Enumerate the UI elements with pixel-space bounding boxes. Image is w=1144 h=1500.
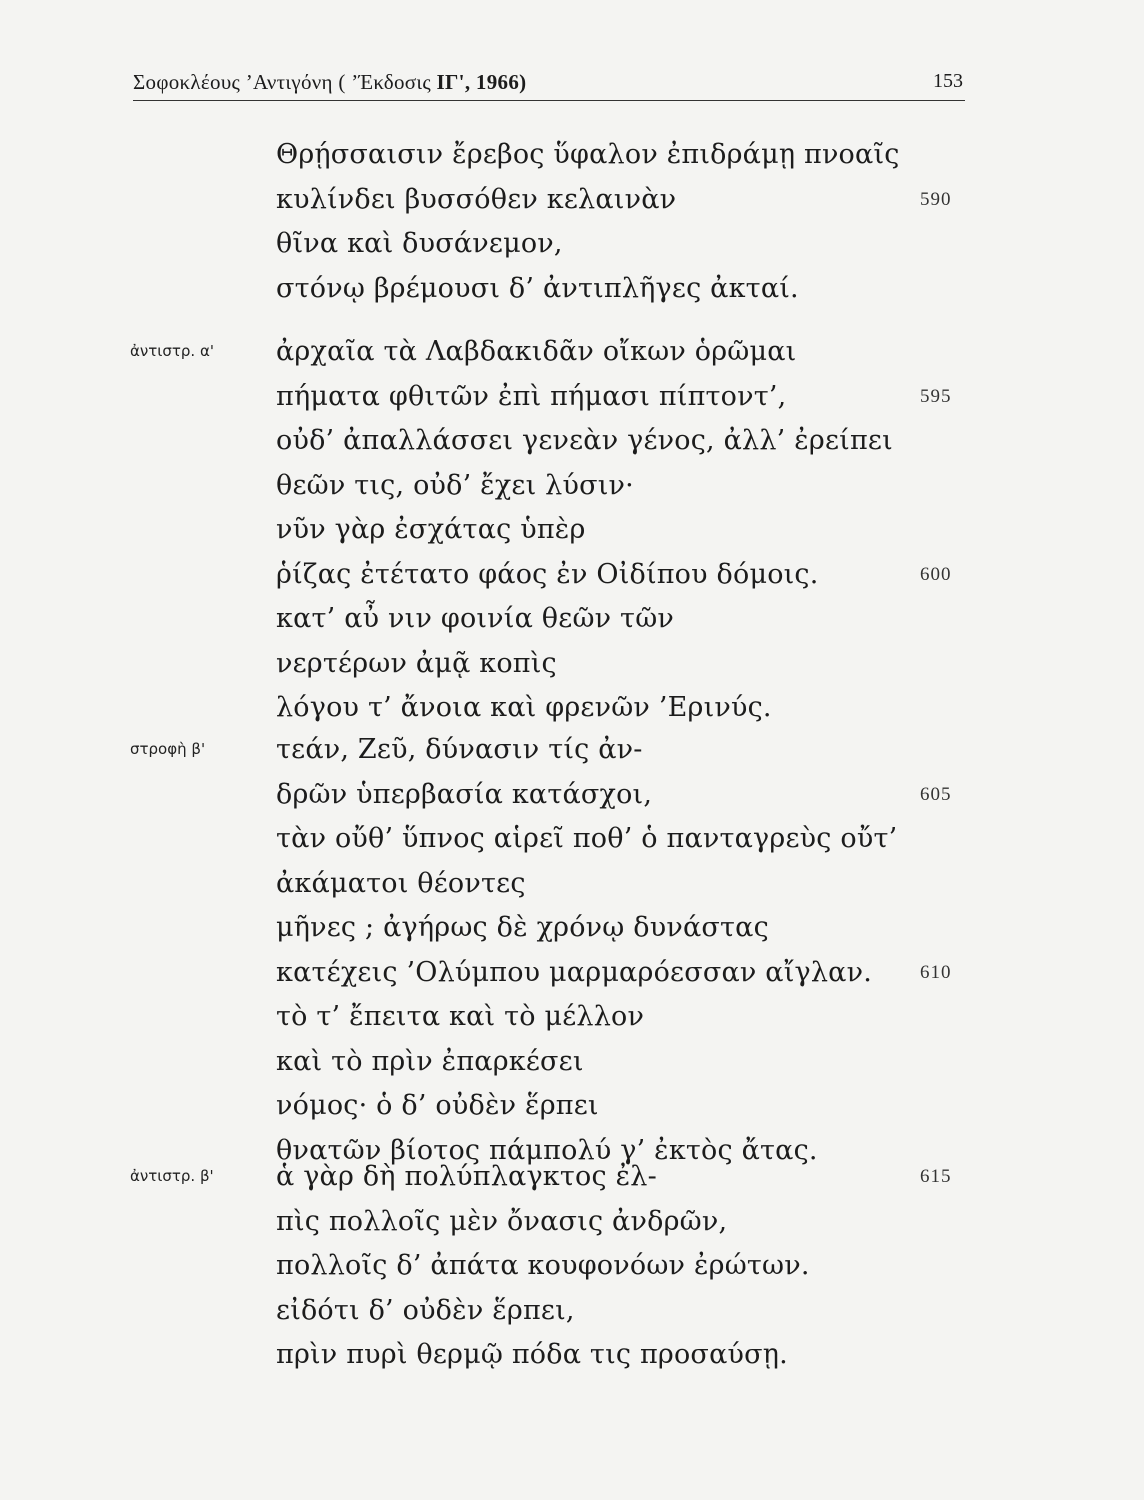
verse-line: ἀκάματοι θέοντες — [276, 867, 526, 899]
running-head — [133, 66, 965, 101]
verse-line: κατ’ αὖ νιν φοινία θεῶν τῶν — [276, 603, 675, 634]
verse-line: πὶς πολλοῖς μὲν ὄνασις ἀνδρῶν, — [276, 1205, 728, 1237]
verse-line: τὰν οὔθ’ ὕπνος αἱρεῖ ποθ’ ὁ πανταγρεὺς οὔτ’ — [276, 823, 898, 854]
verse-line: Θρῄσσαισιν ἔρεβος ὕφαλον ἐπιδράμῃ πνοαῖς — [276, 139, 900, 170]
line-number: 590 — [920, 188, 952, 210]
line-number: 595 — [920, 385, 952, 407]
verse-line: ἁ γὰρ δὴ πολύπλαγκτος ἐλ- — [276, 1161, 657, 1192]
running-head-edition: ΙΓ', 1966) — [436, 70, 527, 94]
verse-line: μῆνες ; ἀγήρως δὲ χρόνῳ δυνάστας — [276, 912, 769, 943]
verse-line: καὶ τὸ πρὶν ἐπαρκέσει — [276, 1045, 584, 1077]
verse-line: πρὶν πυρὶ θερμῷ πόδα τις προσαύσῃ. — [276, 1339, 788, 1370]
verse-line: θνατῶν βίοτος πάμπολύ γ’ ἐκτὸς ἄτας. — [276, 1134, 818, 1166]
verse-line: τεάν, Ζεῦ, δύνασιν τίς ἀν- — [276, 734, 643, 765]
line-number: 610 — [920, 961, 952, 983]
running-head-title-text: Σοφοκλέους ’Αντιγόνη ( ’Έκδοσις — [133, 70, 437, 94]
verse-line: λόγου τ’ ἄνοια καὶ φρενῶν ’Ερινύς. — [276, 692, 772, 723]
verse-line: κυλίνδει βυσσόθεν κελαινὰν — [276, 183, 677, 215]
page-number: 153 — [933, 70, 963, 92]
verse-line: πολλοῖς δ’ ἀπάτα κουφονόων ἐρώτων. — [276, 1250, 810, 1281]
verse-line: νερτέρων ἀμᾷ κοπὶς — [276, 647, 557, 679]
verse-line: δρῶν ὑπερβασία κατάσχοι, — [276, 778, 653, 810]
verse-line: νόμος· ὁ δ’ οὐδὲν ἕρπει — [276, 1090, 599, 1121]
line-number: 605 — [920, 783, 952, 805]
verse-line: κατέχεις ’Ολύμπου μαρμαρόεσσαν αἴγλαν. — [276, 956, 872, 988]
strophe-label: ἀντιστρ. α' — [130, 342, 214, 360]
verse-line: πήματα φθιτῶν ἐπὶ πήμασι πίπτοντ’, — [276, 380, 787, 412]
verse-line: στόνῳ βρέμουσι δ’ ἀντιπλῆγες ἀκταί. — [276, 272, 799, 304]
verse-line: θεῶν τις, οὐδ’ ἔχει λύσιν· — [276, 469, 634, 501]
verse-line: ῥίζας ἐτέτατο φάος ἐν Οἰδίπου δόμοις. — [276, 558, 819, 590]
verse-line: τὸ τ’ ἔπειτα καὶ τὸ μέλλον — [276, 1001, 645, 1032]
running-head-title — [133, 70, 526, 95]
verse-line: οὐδ’ ἀπαλλάσσει γενεὰν γένος, ἀλλ’ ἐρείπει — [276, 425, 893, 456]
strophe-label: στροφὴ β' — [130, 740, 206, 758]
line-number: 600 — [920, 563, 952, 585]
line-number: 615 — [920, 1166, 952, 1187]
verse-line: εἰδότι δ’ οὐδὲν ἕρπει, — [276, 1294, 575, 1326]
verse-line: θῖνα καὶ δυσάνεμον, — [276, 228, 563, 259]
verse-line: νῦν γὰρ ἐσχάτας ὑπὲρ — [276, 514, 586, 545]
verse-line: ἀρχαῖα τὰ Λαβδακιδᾶν οἴκων ὁρῶμαι — [276, 336, 797, 367]
strophe-label: ἀντιστρ. β' — [130, 1167, 214, 1185]
